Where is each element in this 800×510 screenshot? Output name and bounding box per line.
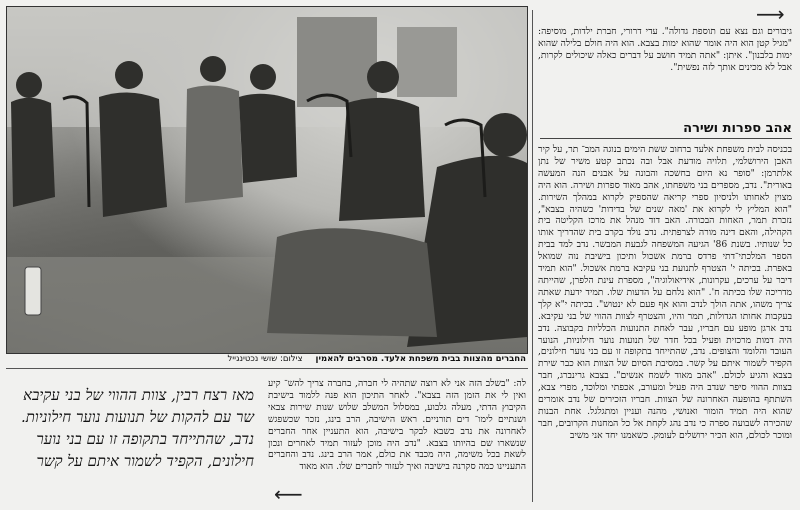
photo-caption-line xyxy=(8,352,526,366)
article-column-middle: לה: "בשלב הזה אני לא רוצה שתהיה לי חברה, בחברה צריך להש־ קיע ואין לי את הזמן הזה בצבא". לאחר התיכון הוא פנה ללמוד בישיבת הקיבוץ הדתי, מעלה גלבוע, במסלול המשלב שלוש שנות שירות צבאי ושנתיים לימו־ דים תורניים. ראש הישיבה, הרב בינג, נזכר שכשפגש לאחרונה את נדב כשבא לבקר בישיבה, הוא התעניין אחר החברים שנשארו שם בהיותו בצבא. "נדב היה מוכן לעזור תמיד לאחרים ונכון לשאת בכל משימה, היה מכבד את כולם, אמר הרב בינג. נדב והחברים התעניינו כמה סקרנה בישיבה ואיך לעזור לחברים שלו. הוא מאוד xyxy=(268,378,526,473)
photo-scene xyxy=(7,7,527,353)
article-column-right: בכניסה לבית משפחת אלעד ברחוב ששת הימים בנוגה המב־ תר, על קיר האבן הירושלמי, תלויה מודעת אבל ובה נכתב קטע משיר של נתן אלתרמן: "סופר נא היום בחשכה והבונה על אבנים הנה המעשה באורית". נדב, מספרים בני משפחתו, אהב מאוד ספרות ושירה. הוא היה מצוין לאחותו ולניסיון ספרי קריאה שהספיק לקרוא במהלך השירות. "הוא המליץ לי לקרוא את 'מאה שנים של בדידות' כשהיה בצבא", נזכרת תמר, האחות הבכורה. האב דוד מנהל את מרכז הקליטה בית הקהילה, והאם דינה מורה לצרפתית. נדב נולד בקרב בית שהדריך אותו כל שנותיו. בשנת 86' הגיעה המשפחה לגבעת המבשר. נדב למד בבית הספר המלכתי־דתי פרדס ברמת אשכול ותיכון בישיבת נוה שמואל באפרת. בכיתה י' הצטרף לתנועת בני עקיבא ברמת אשכול. "הוא תמיד דיבר על ערכים, עקרונות, אידיאולוגיה", מספרת עינת הלפרן, שהייתה מדריכה שלו בכיתה ח'. "הוא נלחם על הדעות שלו. תמיד ידעת שאתה צריך משהו, אתה הולך לנדב והוא אף פעם לא ינטוש". בכיתה י"א קלך בעקבות אחותו הגדולות, תמר והיו, והצטרף לצוות ההווי של בני עקיבא. נדב ארגן מופע עם חבריו, עבר לאחת התנועות הכלליות בקבוצה. נדב היה דמות מרכזית ופעיל בכל חדר של תנועות נוער חילוניות, הנוער העובד והלומד והצופים. נדב, שהתייחד בתקופה זו עם בני נוער חילונים, הקפיד לשמור איתם על קשר. במסיבת הסיום של הצוות הוא כבר שירת בצבא והגיע לכולם. "אהב מאוד לשמח אנשים". בצבא גרינברג, חבר בצוות ההווי סיפר שנדב היה פעיל ומעורב, אכפתי ומלוכד, מפרי צבא, השתתף בהופעה האחרונה של הצוות. חבריו הזכירים של נדב אומרים שהוא היה תמיד הומור ואנושי, מהנה ועניין ומתגלגל. אחת הבנות שהכירה לשבועה ספרה כי נדב נהג לקחת אל כל המחנות הקרובים, חבר ומוכר לכולם, הוא הכיר ירושלים לעומק. כשאמנו יחד אני משיב xyxy=(538,144,792,441)
section-heading: אהב ספרות ושירה xyxy=(540,120,792,139)
continue-arrow-right-icon: ⟶ xyxy=(756,2,785,26)
intro-paragraph: גיבורים וגם נצא עם תוספת גדולה". עדי דרורי, חברת ילדות, מוסיפה: "מגיל קטן הוא היה אומר שהוא ימות בצבא. הוא היה חולם בלילה שהוא ימות בלבנון". איתן: "אתה תמיד חושב על דברים כאלה שיכולים לקרות, אבל לא מכינים אותך לזה נפשית". xyxy=(538,26,792,73)
photo-bottle xyxy=(25,267,41,315)
news-photo xyxy=(6,6,528,354)
photo-caption: החברים מהצוות בבית משפחת אלעד. מסרבים להאמין xyxy=(315,354,526,364)
photo-building xyxy=(297,17,377,107)
photo-credit: צילום: שושי נכטינגייל xyxy=(227,354,303,364)
caption-rule xyxy=(6,368,528,369)
column-divider xyxy=(532,10,533,502)
continue-arrow-left-icon: ⟵ xyxy=(274,482,303,506)
pull-quote: מאז רצח רבין, צוות ההווי של בני עקיבא שר עם להקות של תנועות נוער חילוניות. נדב, שהתייחד בתקופה זו עם בני נוער חילונים, הקפיד לשמור איתם על קשר xyxy=(20,386,254,470)
photo-building-2 xyxy=(397,27,457,97)
